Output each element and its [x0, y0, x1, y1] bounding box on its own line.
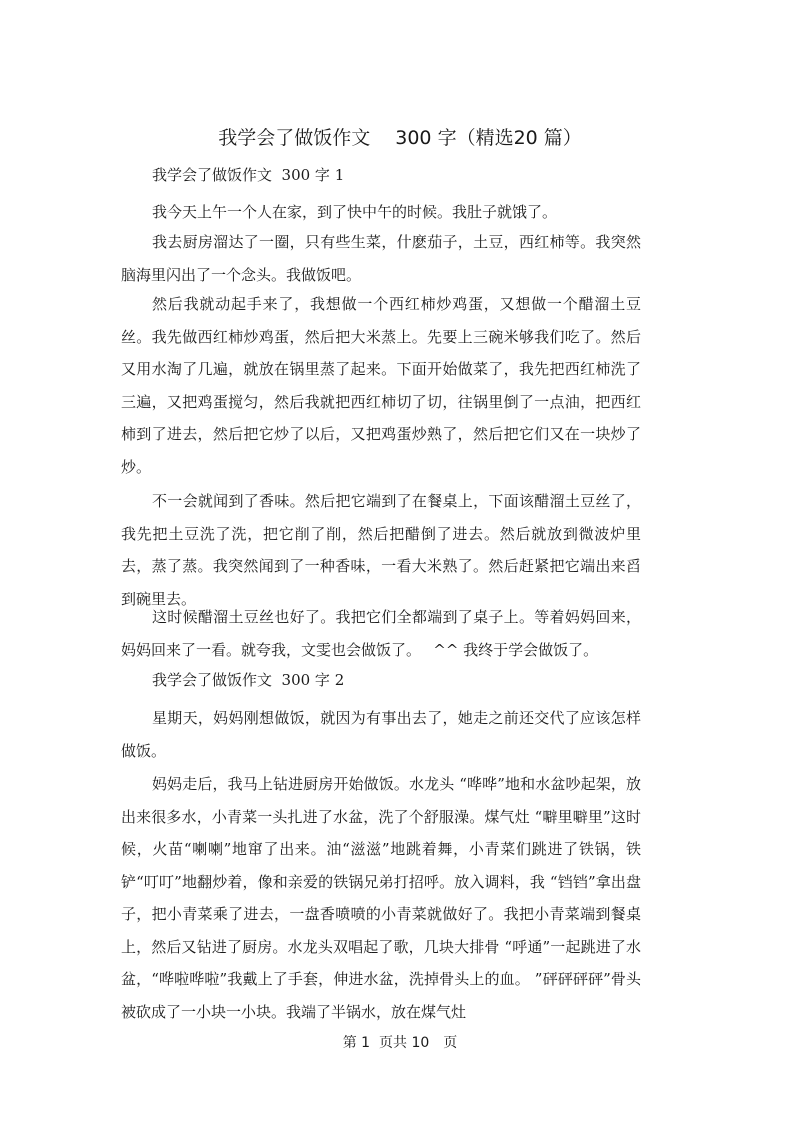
- paragraph: 不一会就闻到了香味。然后把它端到了在餐桌上，下面该醋溜土豆丝了，我先把土豆洗了洗，把它削了削，然后把醋倒了进去。然后就放到微波炉里去，蒸了蒸。我突然闻到了一种香味，一看大米熟了。然后赶紧把它端出来舀到碗里去。: [121, 492, 641, 608]
- document-title: 我学会了做饭作文 300 字（精选20 篇）: [218, 127, 582, 149]
- section-heading-2: 我学会了做饭作文 300 字 2: [152, 671, 345, 689]
- section-heading-1: 我学会了做饭作文 300 字 1: [152, 166, 345, 184]
- paragraph: 我今天上午一个人在家，到了快中午的时候。我肚子就饿了。: [152, 203, 558, 221]
- paragraph: 然后我就动起手来了，我想做一个西红柿炒鸡蛋，又想做一个醋溜土豆丝。我先做西红柿炒鸡蛋，然后把大米蒸上。先要上三碗米够我们吃了。然后又用水淘了几遍，就放在锅里蒸了起来。下面开始做菜了，我先把西红柿洗了三遍，又把鸡蛋搅匀，然后我就把西红柿切了切，往锅里倒了一点油，把西红柿到了进去，然后把它炒了以后，又把鸡蛋炒熟了，然后把它们又在一块炒了炒。: [121, 295, 641, 476]
- paragraph: 星期天，妈妈刚想做饭，就因为有事出去了，她走之前还交代了应该怎样做饭。: [121, 709, 641, 760]
- paragraph: 我去厨房溜达了一圈，只有些生菜，什麽茄子，土豆，西红柿等。我突然脑海里闪出了一个念头。我做饭吧。: [121, 233, 641, 284]
- paragraph: 妈妈走后，我马上钻进厨房开始做饭。水龙头 “哗哗”地和水盆吵起架，放出来很多水，小青菜一头扎进了水盆，洗了个舒服澡。煤气灶 “噼里噼里”这时候，火苗“喇喇”地窜了出来。油“滋滋”地跳着舞，小青菜们跳进了铁锅，铁铲“叮叮”地翻炒着，像和亲爱的铁锅兄弟打招呼。放入调料，我 “铛铛”拿出盘子，把小青菜乘了进去，一盘香喷喷的小青菜就做好了。我把小青菜端到餐桌上，然后又钻进了厨房。水龙头双唱起了歌，几块大排骨 “呼通”一起跳进了水盆，“哗啦哗啦”我戴上了手套，伸进水盆，洗掉骨头上的血。 ”砰砰砰砰”骨头被砍成了一小块一小块。我端了半锅水，放在煤气灶: [121, 775, 641, 1021]
- paragraph: 这时候醋溜土豆丝也好了。我把它们全都端到了桌子上。等着妈妈回来，妈妈回来了一看。就夸我，文雯也会做饭了。 ^^ 我终于学会做饭了。: [121, 608, 641, 659]
- page-footer: 第 1 页共 10 页: [342, 1035, 458, 1051]
